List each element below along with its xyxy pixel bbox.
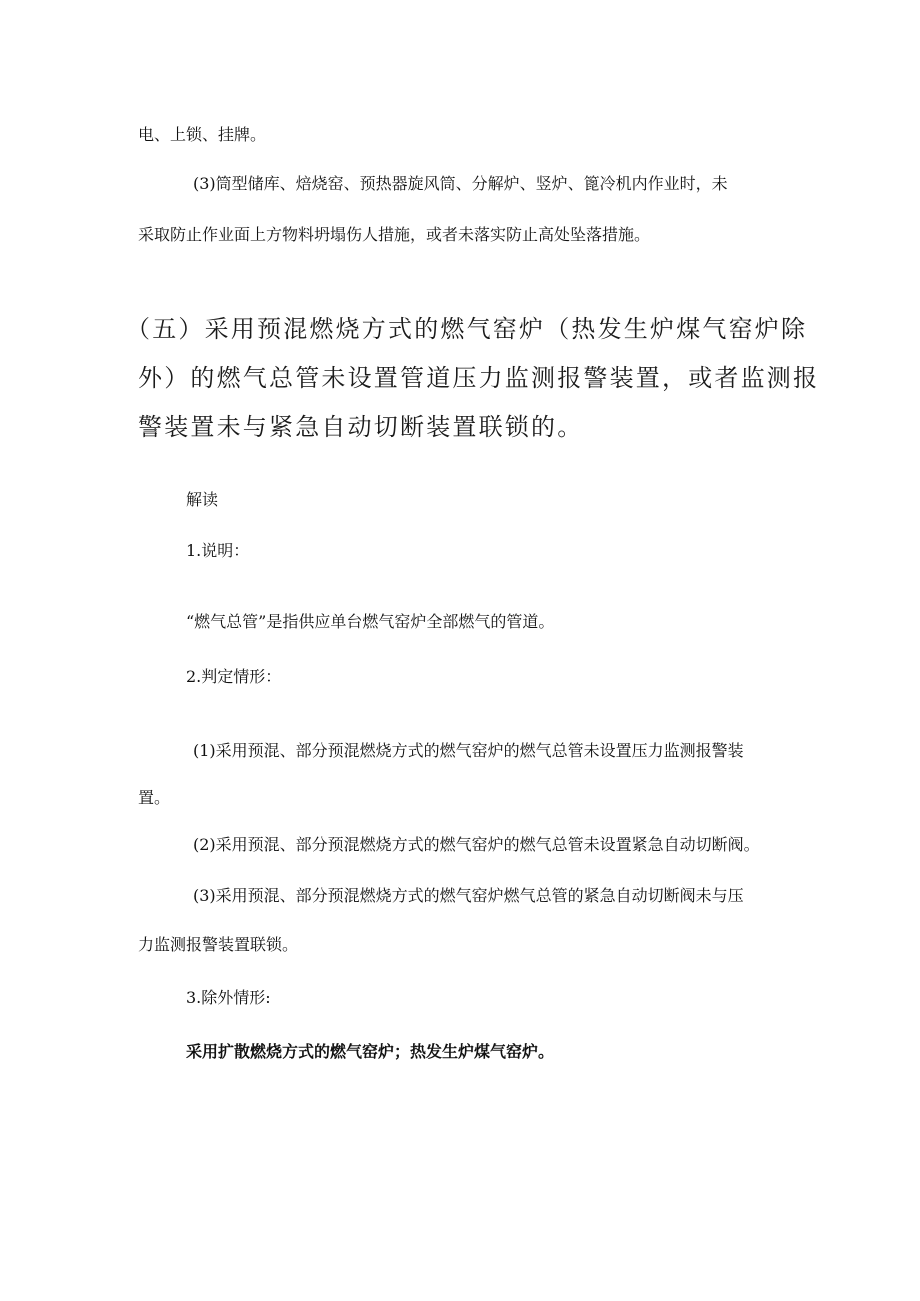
criteria-item: (1)采用预混、部分预混燃烧方式的燃气窑炉的燃气总管未设置压力监测报警装: [193, 741, 744, 760]
exclusion-label: 3.除外情形:: [186, 988, 271, 1007]
criteria-item: (3)采用预混、部分预混燃烧方式的燃气窑炉燃气总管的紧急自动切断阀未与压: [193, 886, 744, 905]
explanation-label: 1.说明：: [186, 541, 250, 560]
section-heading: 警装置未与紧急自动切断装置联锁的。: [138, 413, 584, 441]
section-heading: 外）的燃气总管未设置管道压力监测报警装置，或者监测报: [138, 364, 820, 392]
paragraph-line: (3)筒型储库、焙烧窑、预热器旋风筒、分解炉、竖炉、篦冷机内作业时，未: [193, 174, 728, 193]
criteria-item: 置。: [138, 788, 171, 807]
exclusion-text: 采用扩散燃烧方式的燃气窑炉；热发生炉煤气窑炉。: [186, 1042, 555, 1061]
section-heading: （五）采用预混燃烧方式的燃气窑炉（热发生炉煤气窑炉除: [126, 315, 808, 343]
criteria-label: 2.判定情形：: [186, 667, 282, 686]
explanation-text: “燃气总管”是指供应单台燃气窑炉全部燃气的管道。: [186, 612, 555, 631]
paragraph-line: 电、上锁、挂牌。: [138, 125, 267, 144]
interpretation-title: 解读: [186, 490, 219, 509]
paragraph-line: 采取防止作业面上方物料坍塌伤人措施，或者未落实防止高处坠落措施。: [138, 225, 651, 244]
criteria-item: 力监测报警装置联锁。: [138, 935, 299, 954]
criteria-item: (2)采用预混、部分预混燃烧方式的燃气窑炉的燃气总管未设置紧急自动切断阀。: [193, 835, 760, 854]
